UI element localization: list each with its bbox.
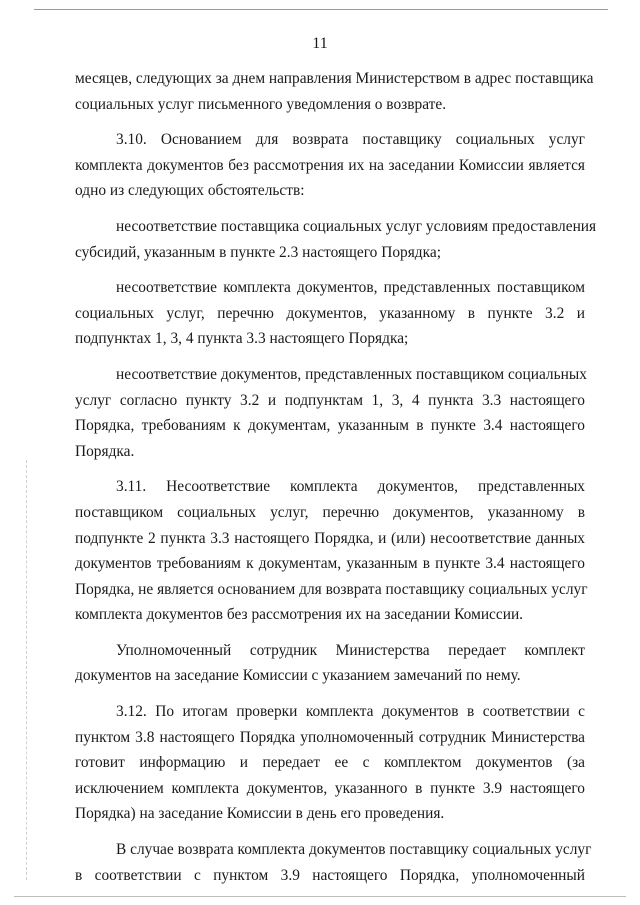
text-line: документов на заседание Комиссии с указанием замечаний по нему. [75, 667, 521, 685]
text-line: готовит информацию и передает ее с комплектом документов (за [75, 754, 585, 772]
paragraph [75, 362, 585, 464]
text-line: социальных услуг, перечню документов, указанному в пункте 3.2 и [75, 304, 585, 322]
paragraph [75, 837, 592, 888]
text-line: Порядка) на заседание Комиссии в день его проведения. [75, 805, 445, 823]
paragraph [75, 66, 594, 117]
text-line: одно из следующих обстоятельств: [75, 182, 305, 200]
text-line: социальных услуг письменного уведомления о возврате. [75, 95, 447, 113]
paragraph [75, 127, 585, 204]
paragraph [75, 699, 585, 827]
text-line: Уполномоченный сотрудник Министерства передает комплект [116, 641, 585, 659]
text-line: в соответствии с пунктом 3.9 настоящего Порядка, уполномоченный [75, 866, 585, 884]
scan-left-edge [26, 460, 27, 880]
text-line: исключением комплекта документов, указанного в пункте 3.9 настоящего [75, 779, 585, 797]
document-body [75, 66, 597, 898]
text-line: несоответствие документов, представленных поставщиком социальных [116, 365, 587, 383]
text-line: 3.10. Основанием для возврата поставщику социальных услуг [116, 131, 585, 149]
text-line: 3.11. Несоответствие комплекта документов, представленных [116, 478, 585, 496]
text-line: комплекта документов без рассмотрения их на заседании Комиссии. [75, 606, 524, 624]
text-line: пунктом 3.8 настоящего Порядка уполномоченный сотрудник Министерства [75, 728, 585, 746]
paragraph [75, 214, 597, 265]
paragraph [75, 275, 585, 352]
text-line: услуг согласно пункту 3.2 и подпунктам 1, 3, 4 пункта 3.3 настоящего [75, 391, 585, 409]
text-line: комплекта документов без рассмотрения их на заседании Комиссии является [75, 156, 585, 174]
scan-top-border [34, 9, 608, 10]
text-line: несоответствие поставщика социальных услуг условиям предоставления [116, 217, 597, 235]
text-line: месяцев, следующих за днем направления Министерством в адрес поставщика [75, 70, 594, 87]
text-line: документов требованиям к документам, указанным в пункте 3.4 настоящего [75, 555, 585, 573]
text-line: В случае возврата комплекта документов поставщику социальных услуг [116, 841, 592, 859]
text-line: 3.12. По итогам проверки комплекта документов в соответствии с [116, 703, 585, 721]
text-line: несоответствие комплекта документов, представленных поставщиком [116, 279, 585, 297]
text-line: субсидий, указанным в пункте 2.3 настоящего Порядка; [75, 243, 441, 261]
paragraph [75, 638, 585, 689]
text-line: подпункте 2 пункта 3.3 настоящего Порядка, и (или) несоответствие данных [75, 529, 585, 547]
text-line: Порядка, не является основанием для возврата поставщику социальных услуг [75, 580, 588, 598]
text-line: Порядка, требованиям к документам, указанным в пункте 3.4 настоящего [75, 417, 585, 435]
paragraph [75, 474, 588, 628]
text-line: Порядка. [75, 442, 135, 460]
text-line: поставщиком социальных услуг, перечню документов, указанному в [75, 503, 585, 521]
page-number: 11 [312, 35, 328, 52]
text-line: подпунктах 1, 3, 4 пункта 3.3 настоящего Порядка; [75, 330, 409, 348]
